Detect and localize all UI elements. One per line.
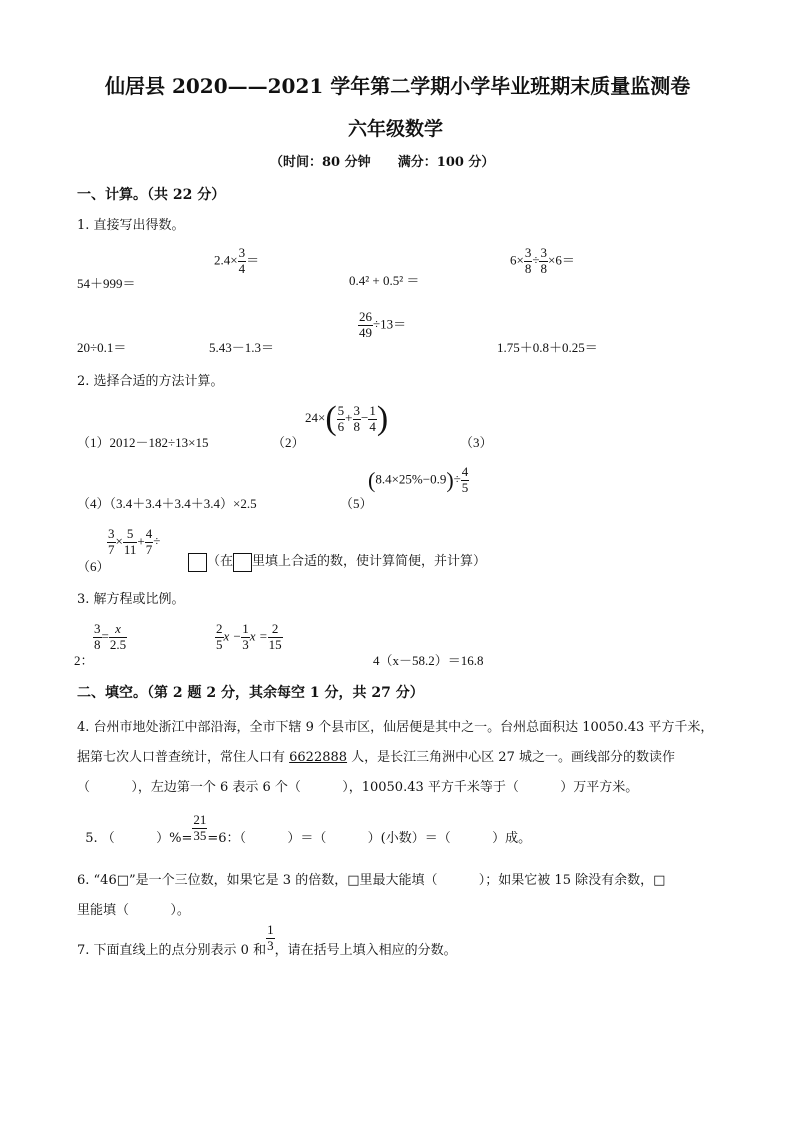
q2-part-5-label: （5） [340,496,373,511]
q7-part-b: ，请在括号上填入相应的分数。 [274,942,457,958]
fraction [368,404,377,435]
q2-part-4: （4）（3.4＋3.4＋3.4＋3.4）×2.5 [77,496,257,511]
q1-expr-2 [214,246,259,277]
variable-term: x − [223,628,242,644]
operator: + [345,409,353,425]
denominator: 7 [145,541,153,557]
q1-expr-1: 54＋999＝ [77,276,136,291]
q1-expr-8: 1.75＋0.8＋0.25＝ [497,340,598,355]
q5-part-a: 5. （ ）%= [85,830,193,846]
q5-line[interactable] [77,808,531,854]
denominator: 4 [369,418,376,434]
q2-part-6-text-1: （在 [207,553,234,568]
fraction [461,465,470,496]
denominator: 8 [353,418,361,434]
q5-fraction [192,813,207,844]
numerator: 5 [337,402,345,418]
numerator: 3 [238,245,246,260]
denominator: 4 [238,260,246,276]
q2-part-6-text [188,550,486,572]
q4-line-2-a: 据第七次人口普查统计，常住人口有 [77,750,290,765]
q3-label: 3. 解方程或比例。 [77,592,185,607]
q1-expr-4 [510,246,575,277]
q2-part-6-label: （6） [77,559,110,574]
q2-part-5-inner: 8.4×25%−0.9 [375,471,447,487]
q1-expr-5: 20÷0.1＝ [77,340,127,355]
q1-expr-7-fraction [358,310,373,341]
numerator: 2 [268,622,283,638]
variable-term: x = [249,628,268,644]
q3-eq-1 [93,622,127,653]
q6-line-2[interactable]: 里能填（ ）。 [77,903,190,918]
q5-part-b: =6：（ ）＝（ ）(小数）＝（ ）成。 [207,830,532,846]
q4-line-1: 4. 台州市地处浙江中部沿海，全市下辖 9 个县市区，仙居便是其中之一。台州总面积达 10050.43 平方千米， [77,720,714,735]
q1-expr-4-post: ×6＝ [547,252,575,268]
operator: = [101,628,109,644]
inline-box-symbol [233,553,252,572]
q1-expr-2-pre: 2.4× [214,252,238,268]
denominator: 15 [268,636,282,652]
underlined-number: 6622888 [289,750,348,765]
numerator: 21 [193,812,207,827]
denominator: 2.5 [109,636,127,652]
numerator: 1 [369,402,376,418]
numerator: 2 [216,621,223,636]
operator: ÷ [453,471,461,487]
numerator: x [109,622,127,638]
q3-eq-3: 4（x－58.2）＝16.8 [373,653,484,668]
q2-part-1: （1）2012－182÷13×15 [77,435,209,450]
operator: − [361,409,369,425]
q2-part-6-expr [107,527,160,558]
operator: × [115,533,123,549]
denominator: 8 [540,260,547,276]
numerator: 3 [108,526,115,541]
fraction [337,404,346,435]
denominator: 5 [216,636,223,652]
denominator: 35 [193,827,207,843]
numerator: 1 [267,922,274,937]
numerator: 1 [242,621,249,636]
numerator: 3 [353,402,361,418]
fraction [109,622,127,653]
exam-subtitle: 六年级数学 [348,118,444,140]
q2-part-2-expr: 24×( $\frac{5}{6}$ + $\frac{3}{8}$ − $\frac{1}{4}$ ) [305,400,389,437]
q1-expr-7 [358,310,406,341]
denominator: 11 [123,541,137,557]
denominator: 6 [337,418,345,434]
denominator: 3 [242,636,249,652]
q1-expr-2-post: ＝ [246,252,260,268]
q1-expr-4-pre: 6× [510,252,524,268]
q2-part-2-label: （2） [272,435,305,450]
fraction [123,527,138,558]
fraction [353,404,362,435]
q1-label: 1. 直接写出得数。 [77,218,185,233]
q1-expr-4-op: ÷ [532,252,540,268]
q3-eq-2 [215,622,283,653]
numerator: 3 [524,245,532,260]
q2-part-2-pre: 24× [305,409,326,425]
q2-part-5-expr: (8.4×25%−0.9)÷ $\frac{4}{5}$ [368,464,469,495]
q4-line-3[interactable]: （ ），左边第一个 6 表示 6 个（ ），10050.43 平方千米等于（ ）万平方米。 [77,780,639,795]
denominator: 7 [108,541,115,557]
section2-heading: 二、填空。（第 2 题 2 分，其余每空 1 分，共 27 分） [77,685,424,701]
numerator: 3 [540,245,547,260]
q1-expr-2-fraction [238,246,247,277]
fraction [145,527,154,558]
q1-expr-7-post: ÷13＝ [373,316,407,332]
fraction [241,622,250,653]
q4-line-2-b: 人，是长江三角洲中心区 27 城之一。画线部分的数读作 [347,750,675,765]
q2-part-3-label: （3） [460,435,493,450]
q1-expr-4-fraction-2 [539,246,548,277]
denominator: 49 [359,324,372,340]
q1-expr-6: 5.43－1.3＝ [209,340,275,355]
denominator: 8 [524,260,532,276]
operator: ÷ [153,533,161,549]
q2-label: 2. 选择合适的方法计算。 [77,374,224,389]
q4-line-2 [77,746,675,765]
operator: + [137,533,145,549]
numerator: 3 [94,621,101,636]
fraction [215,622,224,653]
denominator: 5 [461,479,469,495]
q2-part-6-text-2: 里填上合适的数，使计算简便，并计算） [252,553,487,568]
answer-box[interactable] [188,553,207,572]
q7-fraction [266,923,275,954]
exam-title: 仙居县 2020——2021 学年第二学期小学毕业班期末质量监测卷 [105,74,691,98]
numerator: 26 [359,309,372,324]
fraction [268,622,283,653]
q7-part-a: 7. 下面直线上的点分别表示 0 和 [77,942,267,958]
fraction [93,622,102,653]
denominator: 3 [267,937,274,953]
denominator: 8 [94,636,101,652]
numerator: 4 [145,526,153,541]
q7-line [77,922,457,966]
fraction [107,527,116,558]
numerator: 4 [461,464,469,479]
numerator: 5 [123,527,138,543]
q6-line-1[interactable]: 6. “46□”是一个三位数，如果它是 3 的倍数，□里最大能填（ ）；如果它被 15 除没有余数，□ [77,873,666,888]
section1-heading: 一、计算。（共 22 分） [77,187,226,203]
q1-expr-3: 0.4² + 0.5² ＝ [349,273,420,288]
time-info: （时间：80 分钟 满分：100 分） [270,155,495,170]
q3-eq-1-prefix: 2： [74,653,94,668]
